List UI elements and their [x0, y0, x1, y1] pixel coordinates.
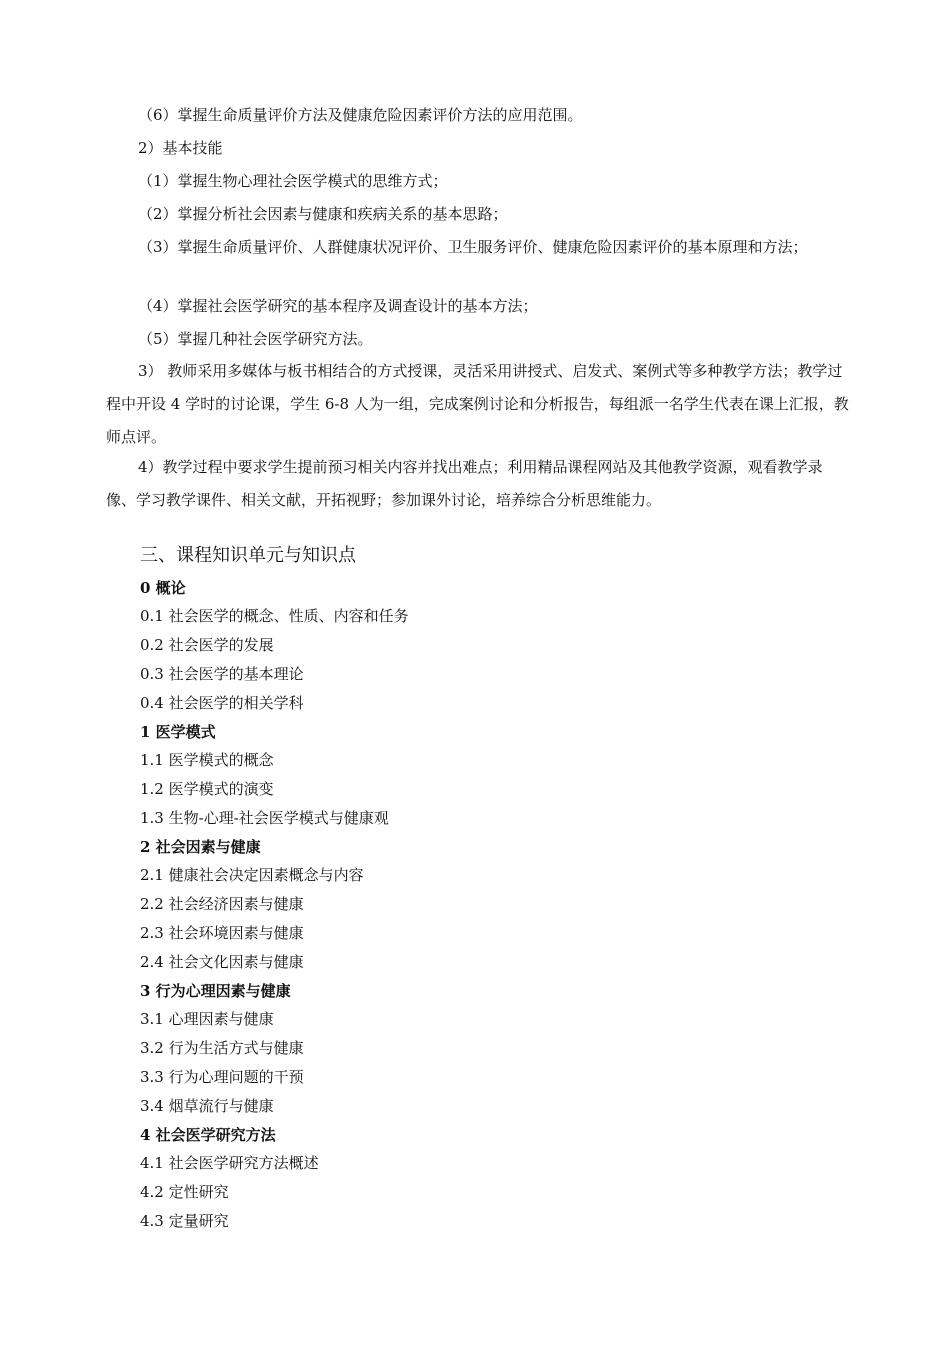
unit-item: 4.3 定量研究	[140, 1212, 229, 1230]
paragraph-teaching-methods: 3） 教师采用多媒体与板书相结合的方式授课，灵活采用讲授式、启发式、案例式等多种教学方法；教学过程中开设 4 学时的讨论课，学生 6-8 人为一组，完成案例讨论和分析报告，每组派一名学生代表在课上汇报，教师点评。	[106, 362, 849, 446]
unit-item: 2.1 健康社会决定因素概念与内容	[140, 866, 364, 884]
unit-item: 0.3 社会医学的基本理论	[140, 665, 304, 683]
unit-heading: 1 医学模式	[140, 723, 216, 741]
paragraph-basic-skill-5: （5）掌握几种社会医学研究方法。	[138, 330, 373, 348]
unit-item: 1.3 生物-心理-社会医学模式与健康观	[140, 809, 389, 827]
paragraph-basic-skill-4: （4）掌握社会医学研究的基本程序及调查设计的基本方法；	[138, 297, 538, 315]
unit-item: 3.3 行为心理问题的干预	[140, 1068, 304, 1086]
unit-item: 3.2 行为生活方式与健康	[140, 1039, 304, 1057]
unit-item: 2.4 社会文化因素与健康	[140, 953, 304, 971]
unit-item: 1.1 医学模式的概念	[140, 751, 274, 769]
unit-heading: 2 社会因素与健康	[140, 838, 261, 856]
unit-item: 2.3 社会环境因素与健康	[140, 924, 304, 942]
unit-item: 0.1 社会医学的概念、性质、内容和任务	[140, 607, 409, 625]
paragraph-basic-skills-heading: 2）基本技能	[138, 139, 223, 157]
unit-item: 3.4 烟草流行与健康	[140, 1097, 274, 1115]
unit-item: 4.2 定性研究	[140, 1183, 229, 1201]
paragraph-learning-requirements: 4）教学过程中要求学生提前预习相关内容并找出难点；利用精品课程网站及其他教学资源，观看教学录像、学习教学课件、相关文献，开拓视野；参加课外讨论，培养综合分析思维能力。	[106, 458, 823, 509]
paragraph-basic-skill-2: （2）掌握分析社会因素与健康和疾病关系的基本思路；	[138, 205, 508, 223]
unit-item: 2.2 社会经济因素与健康	[140, 895, 304, 913]
paragraph-basic-skill-1: （1）掌握生物心理社会医学模式的思维方式；	[138, 172, 448, 190]
paragraph-basic-skill-3: （3）掌握生命质量评价、人群健康状况评价、卫生服务评价、健康危险因素评价的基本原理和方法；	[138, 238, 808, 256]
unit-item: 0.4 社会医学的相关学科	[140, 694, 304, 712]
unit-item: 1.2 医学模式的演变	[140, 780, 274, 798]
unit-heading: 3 行为心理因素与健康	[140, 982, 291, 1000]
unit-item: 4.1 社会医学研究方法概述	[140, 1154, 319, 1172]
unit-item: 3.1 心理因素与健康	[140, 1010, 274, 1028]
unit-heading: 4 社会医学研究方法	[140, 1126, 276, 1144]
section-title: 三、课程知识单元与知识点	[140, 545, 356, 566]
paragraph-skill-6: （6）掌握生命质量评价方法及健康危险因素评价方法的应用范围。	[138, 106, 583, 124]
unit-item: 0.2 社会医学的发展	[140, 636, 274, 654]
unit-heading: 0 概论	[140, 579, 186, 597]
